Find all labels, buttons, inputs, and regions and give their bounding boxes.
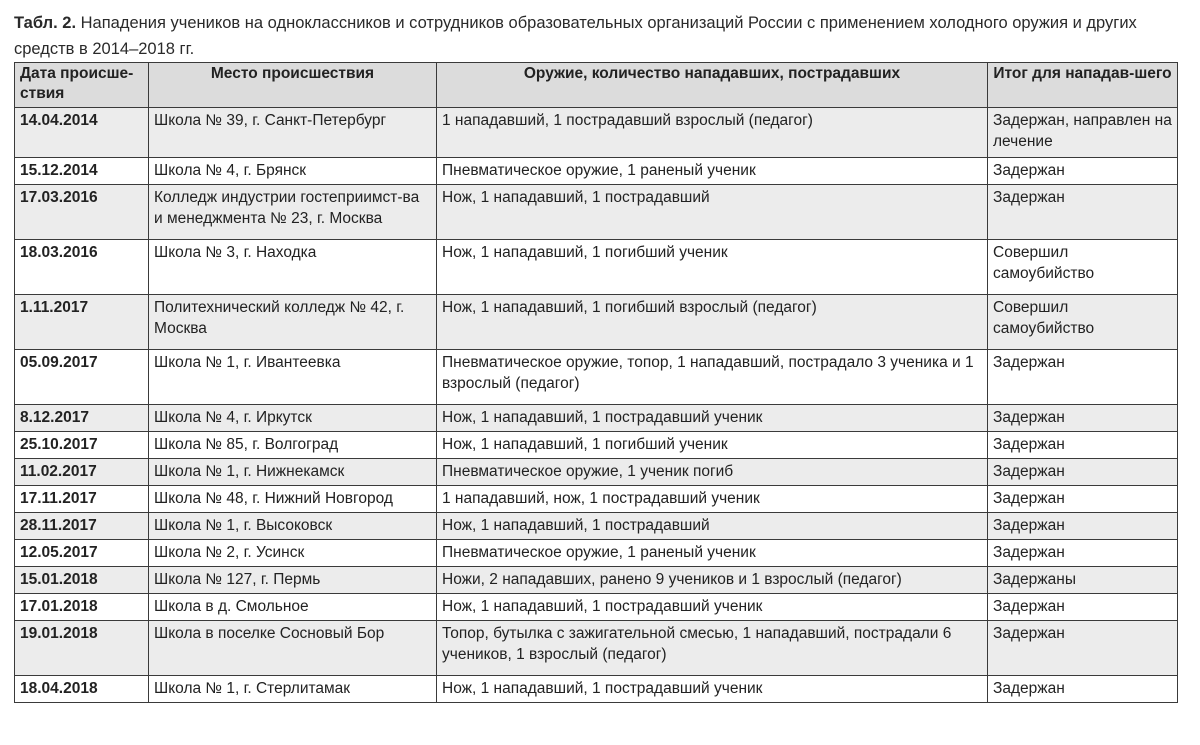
- table-caption: [14, 10, 1174, 62]
- place-cell: Политехнический колледж № 42, г. Москва: [149, 295, 437, 350]
- result-cell: Задержан: [988, 158, 1178, 185]
- incidents-table: [14, 62, 1178, 703]
- result-cell: Задержан: [988, 432, 1178, 459]
- result-cell: Задержан: [988, 594, 1178, 621]
- weapon-cell: Топор, бутылка с зажигательной смесью, 1 нападавший, пострадали 6 учеников, 1 взрослый (педагог): [437, 621, 988, 676]
- table-row: [15, 513, 1178, 540]
- caption-label: Табл. 2.: [14, 14, 77, 32]
- table-row: [15, 240, 1178, 295]
- table-row: [15, 540, 1178, 567]
- date-cell: 25.10.2017: [15, 432, 149, 459]
- table-row: [15, 432, 1178, 459]
- date-cell: 18.04.2018: [15, 676, 149, 703]
- place-cell: Школа № 127, г. Пермь: [149, 567, 437, 594]
- date-cell: 19.01.2018: [15, 621, 149, 676]
- date-cell: 14.04.2014: [15, 108, 149, 158]
- table-row: [15, 621, 1178, 676]
- table-row: [15, 185, 1178, 240]
- result-cell: Задержан: [988, 459, 1178, 486]
- result-cell: Задержан: [988, 185, 1178, 240]
- place-cell: Школа № 1, г. Высоковск: [149, 513, 437, 540]
- date-cell: 17.11.2017: [15, 486, 149, 513]
- weapon-cell: Ножи, 2 нападавших, ранено 9 учеников и 1 взрослый (педагог): [437, 567, 988, 594]
- weapon-cell: Нож, 1 нападавший, 1 пострадавший ученик: [437, 405, 988, 432]
- result-cell: Совершил самоубийство: [988, 240, 1178, 295]
- place-cell: Колледж индустрии гостеприимст-ва и менеджмента № 23, г. Москва: [149, 185, 437, 240]
- weapon-cell: Нож, 1 нападавший, 1 пострадавший ученик: [437, 676, 988, 703]
- weapon-cell: Нож, 1 нападавший, 1 пострадавший ученик: [437, 594, 988, 621]
- date-cell: 12.05.2017: [15, 540, 149, 567]
- table-row: [15, 350, 1178, 405]
- result-cell: Задержан: [988, 486, 1178, 513]
- table-row: [15, 459, 1178, 486]
- weapon-cell: Нож, 1 нападавший, 1 пострадавший: [437, 513, 988, 540]
- header-row: [15, 63, 1178, 108]
- weapon-cell: 1 нападавший, нож, 1 пострадавший ученик: [437, 486, 988, 513]
- date-cell: 1.11.2017: [15, 295, 149, 350]
- weapon-cell: Нож, 1 нападавший, 1 погибший ученик: [437, 432, 988, 459]
- weapon-cell: Пневматическое оружие, топор, 1 нападавший, пострадало 3 ученика и 1 взрослый (педагог): [437, 350, 988, 405]
- result-cell: Задержан: [988, 540, 1178, 567]
- table-row: [15, 567, 1178, 594]
- weapon-cell: Пневматическое оружие, 1 ученик погиб: [437, 459, 988, 486]
- header-place: Место происшествия: [149, 63, 437, 108]
- date-cell: 11.02.2017: [15, 459, 149, 486]
- table-row: [15, 486, 1178, 513]
- place-cell: Школа № 85, г. Волгоград: [149, 432, 437, 459]
- date-cell: 8.12.2017: [15, 405, 149, 432]
- date-cell: 18.03.2016: [15, 240, 149, 295]
- header-result: Итог для нападав-шего: [988, 63, 1178, 108]
- result-cell: Задержан: [988, 405, 1178, 432]
- date-cell: 17.03.2016: [15, 185, 149, 240]
- place-cell: Школа № 4, г. Иркутск: [149, 405, 437, 432]
- table-row: [15, 295, 1178, 350]
- weapon-cell: 1 нападавший, 1 пострадавший взрослый (педагог): [437, 108, 988, 158]
- weapon-cell: Нож, 1 нападавший, 1 пострадавший: [437, 185, 988, 240]
- table-row: [15, 108, 1178, 158]
- weapon-cell: Нож, 1 нападавший, 1 погибший ученик: [437, 240, 988, 295]
- weapon-cell: Нож, 1 нападавший, 1 погибший взрослый (педагог): [437, 295, 988, 350]
- place-cell: Школа № 48, г. Нижний Новгород: [149, 486, 437, 513]
- place-cell: Школа № 2, г. Усинск: [149, 540, 437, 567]
- result-cell: Задержан, направлен на лечение: [988, 108, 1178, 158]
- result-cell: Задержан: [988, 621, 1178, 676]
- date-cell: 15.12.2014: [15, 158, 149, 185]
- caption-text: Нападения учеников на одноклассников и сотрудников образовательных организаций России с применением холодного оружия и других средств в 2014–2018 гг.: [14, 14, 1137, 58]
- place-cell: Школа в поселке Сосновый Бор: [149, 621, 437, 676]
- date-cell: 28.11.2017: [15, 513, 149, 540]
- place-cell: Школа № 39, г. Санкт-Петербург: [149, 108, 437, 158]
- place-cell: Школа № 1, г. Ивантеевка: [149, 350, 437, 405]
- result-cell: Задержан: [988, 513, 1178, 540]
- weapon-cell: Пневматическое оружие, 1 раненый ученик: [437, 158, 988, 185]
- header-date: Дата происше-ствия: [15, 63, 149, 108]
- table-row: [15, 594, 1178, 621]
- weapon-cell: Пневматическое оружие, 1 раненый ученик: [437, 540, 988, 567]
- header-weapon: Оружие, количество нападавших, пострадавших: [437, 63, 988, 108]
- result-cell: Задержан: [988, 350, 1178, 405]
- date-cell: 17.01.2018: [15, 594, 149, 621]
- table-row: [15, 158, 1178, 185]
- result-cell: Задержан: [988, 676, 1178, 703]
- place-cell: Школа в д. Смольное: [149, 594, 437, 621]
- place-cell: Школа № 1, г. Нижнекамск: [149, 459, 437, 486]
- table-row: [15, 405, 1178, 432]
- result-cell: Совершил самоубийство: [988, 295, 1178, 350]
- date-cell: 15.01.2018: [15, 567, 149, 594]
- place-cell: Школа № 4, г. Брянск: [149, 158, 437, 185]
- table-row: [15, 676, 1178, 703]
- place-cell: Школа № 3, г. Находка: [149, 240, 437, 295]
- date-cell: 05.09.2017: [15, 350, 149, 405]
- place-cell: Школа № 1, г. Стерлитамак: [149, 676, 437, 703]
- result-cell: Задержаны: [988, 567, 1178, 594]
